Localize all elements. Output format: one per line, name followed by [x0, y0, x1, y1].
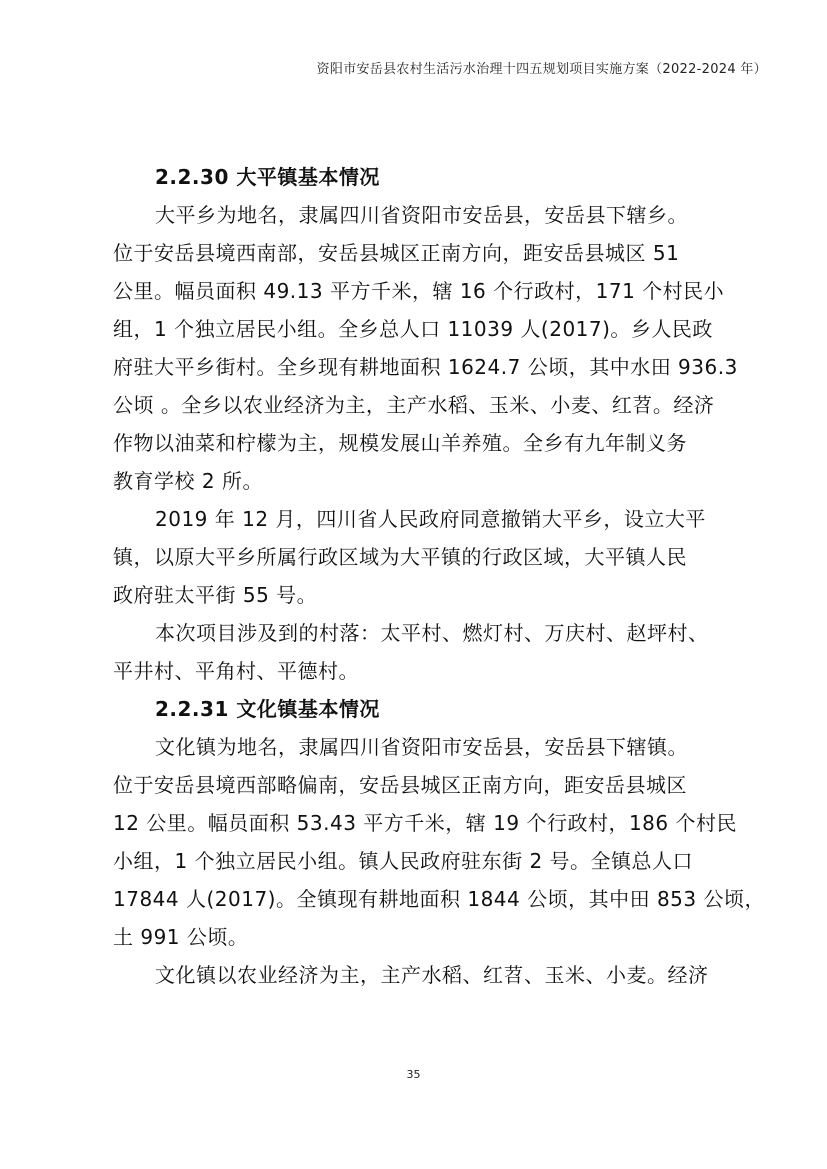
paragraph-line: 公顷 。全乡以农业经济为主，主产水稻、玉米、小麦、红苕。经济 [113, 393, 715, 417]
paragraph-line: 镇，以原大平乡所属行政区域为大平镇的行政区域，大平镇人民 [113, 545, 687, 569]
section-heading-2-2-31: 2.2.31 文化镇基本情况 [155, 697, 380, 721]
paragraph-line: 12 公里。幅员面积 53.43 平方千米，辖 19 个行政村，186 个村民 [113, 811, 737, 835]
paragraph-line: 2019 年 12 月，四川省人民政府同意撤销大平乡，设立大平 [155, 507, 706, 531]
paragraph-line: 土 991 公顷。 [113, 925, 249, 949]
paragraph-line: 文化镇以农业经济为主，主产水稻、红苕、玉米、小麦。经济 [155, 963, 709, 987]
paragraph-line: 府驻大平乡街村。全乡现有耕地面积 1624.7 公顷，其中水田 936.3 [113, 355, 738, 379]
paragraph-line: 公里。幅员面积 49.13 平方千米，辖 16 个行政村，171 个村民小 [113, 279, 725, 303]
page-number: 35 [406, 1068, 421, 1081]
paragraph-line: 小组，1 个独立居民小组。镇人民政府驻东街 2 号。全镇总人口 [113, 849, 694, 873]
paragraph-line: 作物以油菜和柠檬为主，规模发展山羊养殖。全乡有九年制义务 [113, 431, 687, 455]
page-header: 资阳市安岳县农村生活污水治理十四五规划项目实施方案（2022-2024 年） [316, 62, 767, 77]
paragraph-line: 教育学校 2 所。 [113, 469, 263, 493]
paragraph-line: 政府驻太平街 55 号。 [113, 583, 318, 607]
paragraph-line: 文化镇为地名，隶属四川省资阳市安岳县，安岳县下辖镇。 [155, 735, 688, 759]
paragraph-line: 本次项目涉及到的村落：太平村、燃灯村、万庆村、赵坪村、 [155, 621, 709, 645]
paragraph-line: 位于安岳县境西南部，安岳县城区正南方向，距安岳县城区 51 [113, 241, 680, 265]
document-body [113, 158, 763, 994]
paragraph-line: 位于安岳县境西部略偏南，安岳县城区正南方向，距安岳县城区 [113, 773, 687, 797]
paragraph-line: 平井村、平角村、平德村。 [113, 659, 359, 683]
section-heading-2-2-30: 2.2.30 大平镇基本情况 [155, 165, 380, 189]
paragraph-line: 组，1 个独立居民小组。全乡总人口 11039 人(2017)。乡人民政 [113, 317, 713, 341]
paragraph-line: 大平乡为地名，隶属四川省资阳市安岳县，安岳县下辖乡。 [155, 203, 688, 227]
paragraph-line: 17844 人(2017)。全镇现有耕地面积 1844 公顷，其中田 853 公顷， [113, 887, 765, 911]
